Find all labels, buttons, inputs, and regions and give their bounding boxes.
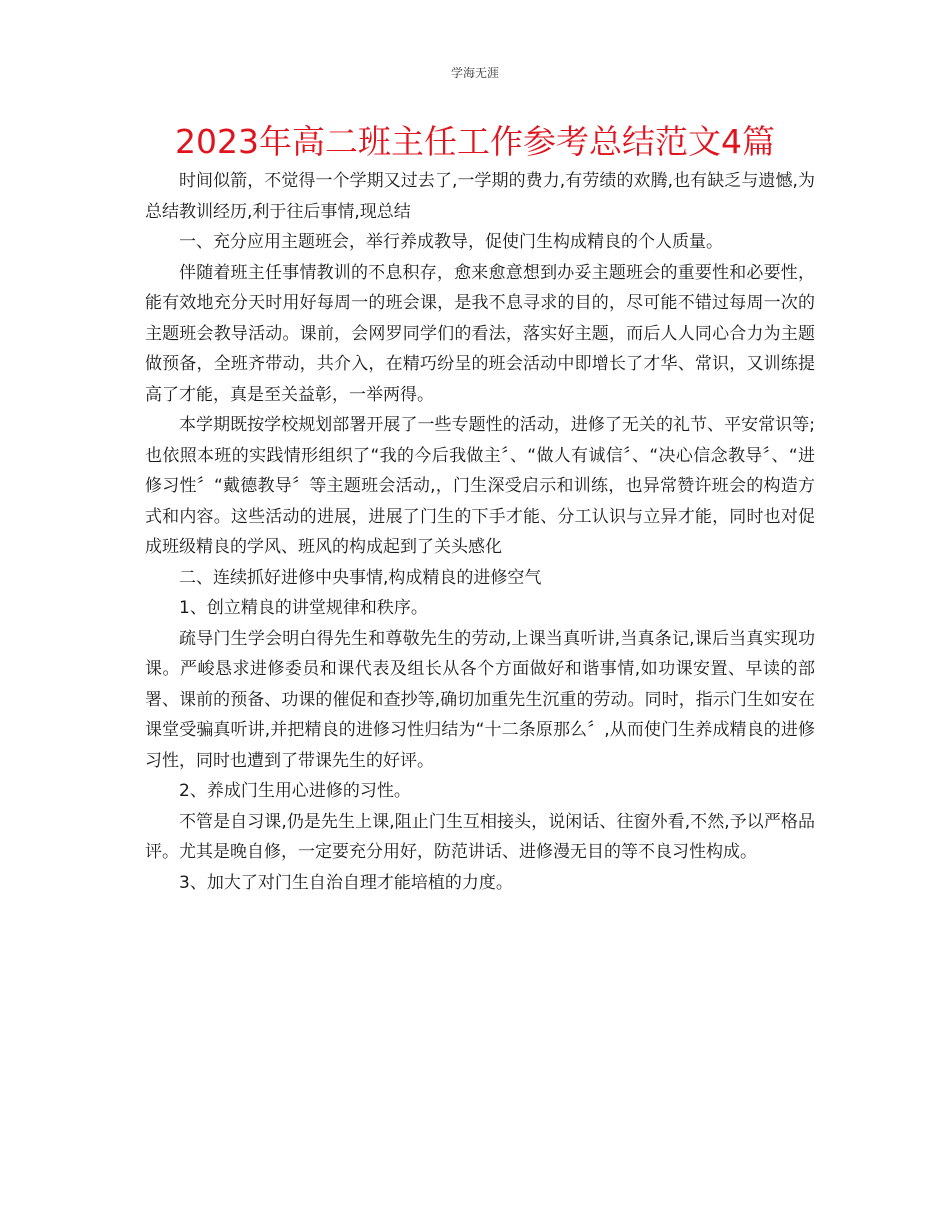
- page-header: 学海无涯: [450, 66, 499, 80]
- section-heading-2: 二、连续抓好进修中央事情,构成精良的进修空气: [179, 567, 542, 588]
- document-title: 2023年高二班主任工作参考总结范文4篇: [175, 122, 775, 161]
- paragraph: 不管是自习课,仍是先生上课,阻止门生互相接头，说闲话、往窗外看,不然,予以严格品评。尤其是晚自修，一定要充分用好，防范讲话、进修漫无目的等不良习性构成。: [145, 811, 815, 862]
- paragraph-intro: 时间似箭，不觉得一个学期又过去了,一学期的费力,有劳绩的欢腾,也有缺乏与遗憾,为总结教训经历,利于往后事情,现总结: [145, 171, 815, 222]
- paragraph: 疏导门生学会明白得先生和尊敬先生的劳动,上课当真听讲,当真条记,课后当真实现功课。严峻恳求进修委员和课代表及组长从各个方面做好和谐事情,如功课安置、早读的部署、课前的预备、功课的催促和查抄等,确切加重先生沉重的劳动。同时，指示门生如安在课堂受骗真听讲,并把精良的进修习性归结为“十二条原那么〞,从而使门生养成精良的进修习性，同时也遭到了带课先生的好评。: [145, 628, 815, 771]
- subheading-2: 2、养成门生用心进修的习性。: [179, 781, 411, 801]
- document-body: [145, 166, 815, 898]
- paragraph: 本学期既按学校规划部署开展了一些专题性的活动，进修了无关的礼节、平安常识等;也依照本班的实践情形组织了“我的今后我做主〞、“做人有诚信〞、“决心信念教导〞、“进修习性〞“戴德教导〞等主题班会活动,，门生深受启示和训练，也异常赞许班会的构造方式和内容。这些活动的进展，进展了门生的下手才能、分工认识与立异才能，同时也对促成班级精良的学风、班风的构成起到了关头感化: [145, 415, 815, 557]
- subheading-3: 3、加大了对门生自治自理才能培植的力度。: [179, 872, 513, 893]
- subheading-1: 1、创立精良的讲堂规律和秩序。: [179, 598, 428, 618]
- paragraph: 伴随着班主任事情教训的不息积存，愈来愈意想到办妥主题班会的重要性和必要性，能有效地充分天时用好每周一的班会课，是我不息寻求的目的，尽可能不错过每周一次的主题班会教导活动。课前，会网罗同学们的看法，落实好主题，而后人人同心合力为主题做预备，全班齐带动，共介入，在精巧纷呈的班会活动中即增长了才华、常识，又训练提高了才能，真是至关益彰，一举两得。: [145, 262, 815, 405]
- section-heading-1: 一、充分应用主题班会，举行养成教导，促使门生构成精良的个人质量。: [179, 232, 723, 252]
